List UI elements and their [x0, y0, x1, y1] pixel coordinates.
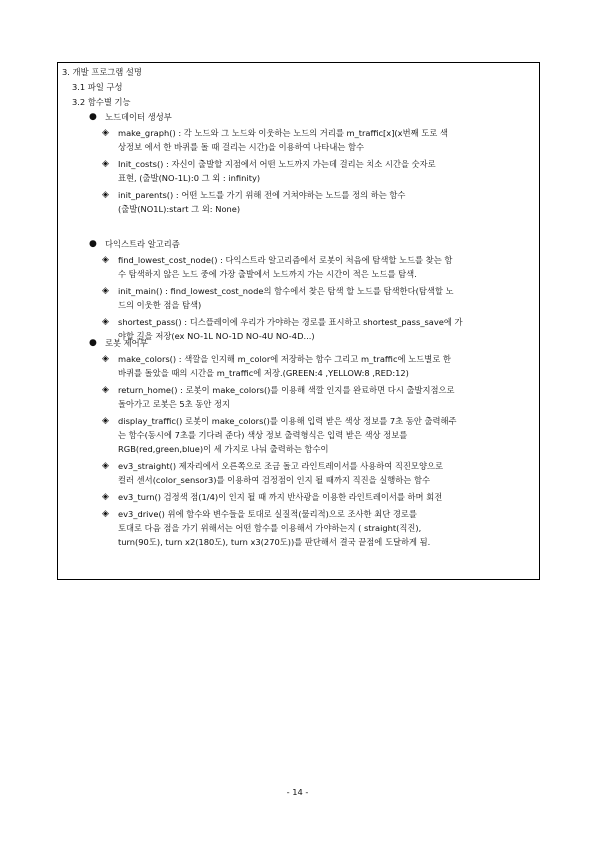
item-line: display_traffic() 로봇이 make_colors()를 이용해 입력 받은 색상 정보를 7초 동안 출력해주 [118, 416, 457, 426]
diamond-bullet-icon: ◈ [102, 128, 109, 138]
diamond-bullet-icon: ◈ [102, 255, 109, 265]
diamond-bullet-icon: ◈ [102, 509, 109, 519]
group-heading: 노드데이터 생성부 [105, 112, 172, 122]
item-line: make_colors() : 색깔을 인지해 m_color에 저장하는 함수 그리고 m_traffic에 노드별로 한 [118, 354, 451, 364]
diamond-bullet-icon: ◈ [102, 354, 109, 364]
diamond-bullet-icon: ◈ [102, 416, 109, 426]
page-number: - 14 - [286, 787, 309, 797]
diamond-bullet-icon: ◈ [102, 461, 109, 471]
item-line: ev3_straight() 제자리에서 오른쪽으로 조금 돌고 라인트레이서를 사용하여 직진모양으로 [118, 461, 443, 471]
item-line: return_home() : 로봇이 make_colors()를 이용해 색깔 인지를 완료하면 다시 출발지점으로 [118, 385, 455, 395]
subsection-file-structure: 3.1 파일 구성 [72, 82, 123, 92]
diamond-bullet-icon: ◈ [102, 159, 109, 169]
diamond-bullet-icon: ◈ [102, 286, 109, 296]
subsection-functions: 3.2 함수별 기능 [72, 97, 131, 107]
group-heading: 다익스트라 알고리즘 [105, 239, 180, 249]
item-line: 상정보 에서 한 바퀴를 돌 때 걸리는 시간)을 이용하여 나타내는 함수 [118, 142, 365, 152]
item-line: init_main() : find_lowest_cost_node의 함수에서 찾은 탐색 할 노드를 탐색한다(탐색할 노 [118, 286, 454, 296]
item-line: 수 탐색하지 않은 노드 중에 가장 출발에서 노드까지 가는 시간이 적은 노드를 탐색. [118, 269, 417, 279]
diamond-bullet-icon: ◈ [102, 190, 109, 200]
item-line: 바퀴를 돌았을 때의 시간을 m_traffic에 저장.(GREEN:4 ,YELLOW:8 ,RED:12) [118, 368, 409, 378]
item-line: 표현, (출발(NO-1L):0 그 외 : infinity) [118, 173, 261, 183]
item-line: RGB(red,green,blue)이 세 가지로 나눠 출력하는 함수이 [118, 444, 329, 454]
item-line: 컬러 센서(color_sensor3)를 이용하여 검정점이 인지 될 때까지 직진을 실행하는 함수 [118, 475, 430, 485]
item-line: ev3_drive() 위에 함수와 변수들을 토대로 실질적(물리적)으로 조사한 최단 경로를 [118, 509, 417, 519]
item-line: Init_costs() : 자신이 출발할 지점에서 어떤 노드까지 가는데 걸리는 치소 시간을 숫자로 [118, 159, 436, 169]
bullet-icon: ● [89, 112, 97, 122]
item-line: 돌아가고 로봇은 5초 동안 정지 [118, 399, 231, 409]
item-line: 드의 이웃한 점을 탐색) [118, 300, 202, 310]
section-title: 3. 개발 프로그램 설명 [62, 67, 142, 77]
item-line: 야할 길을 저장(ex NO-1L NO-1D NO-4U NO-4D...) [118, 331, 315, 341]
item-line: 토대로 다음 점을 가기 위해서는 어떤 함수를 이용해서 가야하는지 ( straight(직진), [118, 523, 422, 533]
item-line: (출발(NO1L):start 그 외: None) [118, 204, 241, 214]
diamond-bullet-icon: ◈ [102, 385, 109, 395]
group-heading: 로봇 제어부 [105, 338, 148, 348]
item-line: ev3_turn() 검정색 점(1/4)이 인지 될 때 까지 반사광을 이용한 라인트레이서를 하며 회전 [118, 492, 443, 502]
item-line: make_graph() : 각 노드와 그 노드와 이웃하는 노드의 거리를 m_traffic[x](x번째 도로 색 [118, 128, 448, 138]
bullet-icon: ● [89, 338, 97, 348]
bullet-icon: ● [89, 239, 97, 249]
item-line: shortest_pass() : 디스플레이에 우리가 가야하는 경로를 표시하고 shortest_pass_save에 가 [118, 317, 463, 327]
item-line: turn(90도), turn x2(180도), turn x3(270도))를 판단해서 결국 끝점에 도달하게 됨. [118, 537, 431, 547]
item-line: find_lowest_cost_node() : 다익스트라 알고리즘에서 로봇이 처음에 탐색할 노드를 찾는 함 [118, 255, 453, 265]
item-line: init_parents() : 어떤 노드를 가기 위해 전에 거쳐야하는 노드를 정의 하는 함수 [118, 190, 406, 200]
item-line: 는 함수(동시에 7초를 기다려 준다) 색상 정보 출력형식은 입력 받은 색상 정보를 [118, 430, 408, 440]
diamond-bullet-icon: ◈ [102, 317, 109, 327]
diamond-bullet-icon: ◈ [102, 492, 109, 502]
